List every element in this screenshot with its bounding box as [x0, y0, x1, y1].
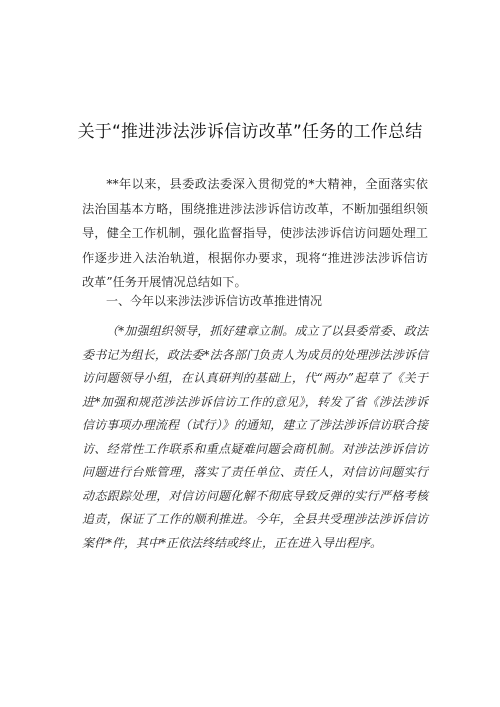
- section-heading-1: 一、今年以来涉法涉诉信访改革推进情况: [106, 294, 323, 308]
- paragraph-intro: **年以来，县委政法委深入贯彻党的*大精神，全面落实依法治国基本方略，围绕推进涉法涉诉信访改革，不断加强组织领导，健全工作机制，强化监督指导，使涉法涉诉信访问题处理工作逐步进入法治轨道，根据你办要求，现将“推进涉法涉诉信访改革”任务开展情况总结如下。: [82, 177, 428, 289]
- document-title: 关于“推进涉法涉诉信访改革”任务的工作总结: [77, 122, 423, 142]
- paragraph-section-1: （*加强组织领导，抓好建章立制。成立了以县委常委、政法委书记为组长，政法委*法各部门负责人为成员的处理涉法涉诉信访问题领导小组，在认真研判的基础上，代“两办”起草了《关于进*加强和规范涉法涉诉信访工作的意见》，转发了省《涉法涉诉信访事项办理流程（试行）》的通知，建立了涉法涉诉信访联合接访、经常性工作联系和重点疑难问题会商机制。对涉法涉诉信访问题进行台账管理，落实了责任单位、责任人，对信访问题实行动态跟踪处理，对信访问题化解不彻底导致反弹的实行严格考核追责，保证了工作的顺利推进。今年，全县共受理涉法涉诉信访案件*件，其中*正依法终结或终止，正在进入导出程序。: [82, 324, 428, 550]
